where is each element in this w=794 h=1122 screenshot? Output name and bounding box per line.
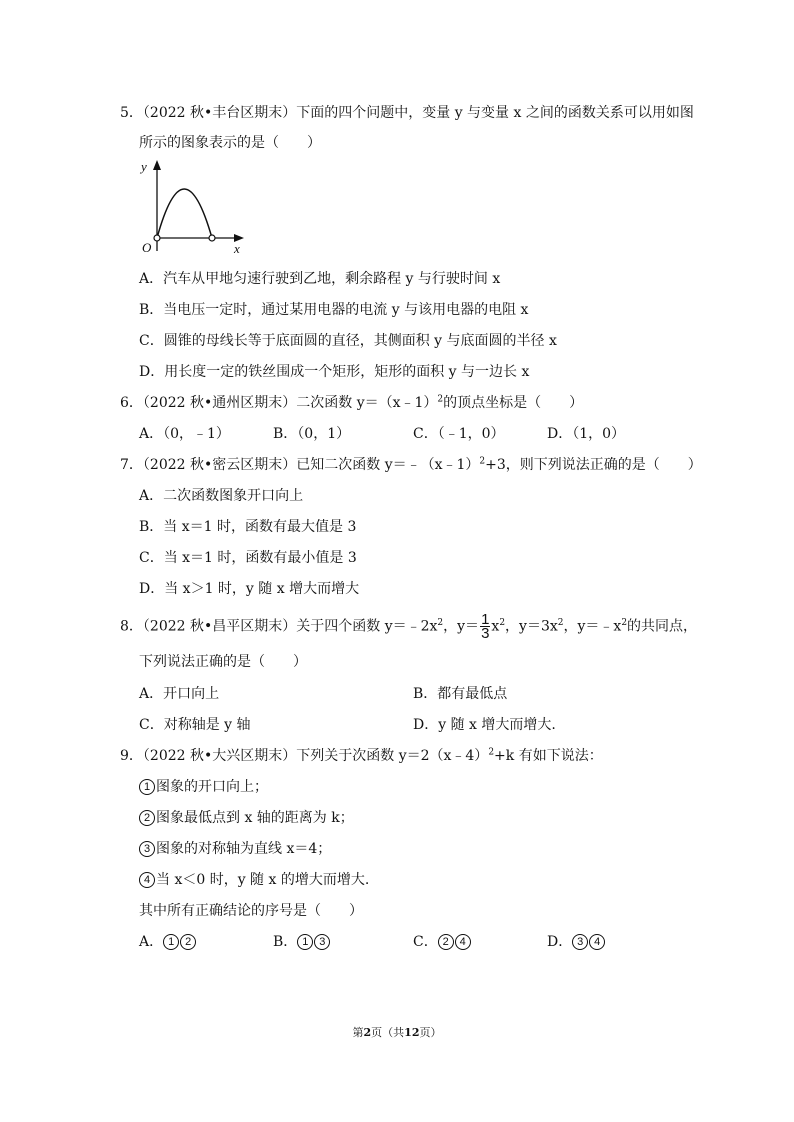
- q7-option-a: A．二次函数图象开口向上: [139, 488, 304, 504]
- page-footer: [0, 1025, 794, 1041]
- footer-pre: 第: [352, 1026, 364, 1039]
- q9-option-b-letter: B．: [273, 934, 298, 950]
- q7-option-c: C．当 x＝1 时，函数有最小值是 3: [139, 550, 357, 566]
- graph-y-label: y: [141, 159, 147, 174]
- q9-option-a-first: 1: [163, 934, 179, 950]
- q8-sep3: ，y＝﹣x: [563, 618, 622, 635]
- q8-option-b: B．都有最低点: [413, 686, 508, 702]
- q9-statement-4-text: 当 x＜0 时，y 随 x 的增大而增大.: [156, 872, 370, 888]
- q9-prompt: 其中所有正确结论的序号是（ ）: [139, 903, 363, 919]
- q7-stem-exponent: 2: [479, 456, 486, 467]
- q9-statement-3: [139, 839, 331, 859]
- q8-sep2: ，y＝3x: [505, 618, 558, 635]
- q7-stem-suffix: +3，则下列说法正确的是（ ）: [485, 457, 702, 473]
- q9-statement-1: [139, 777, 268, 797]
- q8-fraction: [480, 613, 490, 640]
- x-intercept-open-point: [209, 235, 215, 241]
- q9-statement-3-number: 3: [139, 841, 155, 857]
- q7-option-d: D．当 x＞1 时，y 随 x 增大而增大: [139, 581, 360, 597]
- q5-function-graph: [138, 156, 248, 256]
- q9-statement-4: [139, 870, 369, 890]
- q9-statement-3-text: 图象的对称轴为直线 x＝4；: [156, 841, 332, 857]
- q8-part2: x: [491, 618, 500, 635]
- q7-option-b: B．当 x＝1 时，函数有最大值是 3: [139, 519, 357, 535]
- parabola-curve: [157, 189, 212, 238]
- footer-post: 页）: [419, 1026, 442, 1039]
- q8-fraction-denominator: 3: [481, 625, 490, 642]
- q9-statement-2-text: 图象最低点到 x 轴的距离为 k；: [156, 810, 354, 826]
- q5-option-c: C．圆锥的母线长等于底面圆的直径，其侧面积 y 与底面圆的半径 x: [139, 333, 557, 349]
- q9-option-d-letter: D．: [547, 934, 573, 950]
- q9-option-d: [547, 932, 606, 952]
- q9-stem-suffix: +k 有如下说法：: [494, 748, 603, 764]
- q7-stem: [120, 455, 702, 475]
- q9-option-a: [139, 932, 197, 952]
- q9-option-b: [273, 932, 331, 952]
- q8-fraction-numerator: 1: [481, 611, 490, 628]
- q6-stem-exponent: 2: [437, 394, 444, 405]
- q9-statement-2-number: 2: [139, 810, 155, 826]
- q9-statement-2: [139, 808, 354, 828]
- q9-option-b-second: 3: [314, 934, 330, 950]
- q9-option-d-first: 3: [572, 934, 588, 950]
- q8-exponent-1: 2: [437, 617, 444, 628]
- q9-statement-1-text: 图象的开口向上；: [156, 779, 268, 795]
- q8-exponent-4: 2: [621, 617, 628, 628]
- q8-stem-line1: [120, 613, 697, 640]
- q8-option-c: C．对称轴是 y 轴: [139, 717, 251, 733]
- q8-stem-line2: 下列说法正确的是（ ）: [139, 654, 307, 670]
- q9-option-c: [413, 932, 472, 952]
- q9-option-c-first: 2: [438, 934, 454, 950]
- q9-statement-4-number: 4: [139, 872, 155, 888]
- q8-option-a: A．开口向上: [139, 686, 220, 702]
- q8-tail: 的共同点，: [627, 618, 698, 635]
- graph-origin-label: O: [142, 240, 152, 255]
- q9-stem: [120, 746, 603, 766]
- q8-option-d: D．y 随 x 增大而增大.: [413, 717, 556, 733]
- q9-stem-exponent: 2: [488, 747, 495, 758]
- footer-total-pages: 12: [404, 1026, 420, 1039]
- q9-option-a-second: 2: [180, 934, 196, 950]
- q8-exponent-2: 2: [499, 617, 506, 628]
- q9-option-c-letter: C．: [413, 934, 438, 950]
- q6-option-a: A．（0，﹣1）: [139, 426, 230, 442]
- q5-option-b: B．当电压一定时，通过某用电器的电流 y 与该用电器的电阻 x: [139, 302, 529, 318]
- q6-stem-suffix: 的顶点坐标是（ ）: [443, 395, 584, 411]
- q6-option-c: C．（﹣1，0）: [413, 426, 505, 442]
- q9-option-c-second: 4: [455, 934, 471, 950]
- graph-x-label: x: [234, 241, 240, 256]
- q8-stem-part1: 8．（2022 秋•昌平区期末）关于四个函数 y＝﹣2x: [120, 618, 438, 635]
- q9-option-a-letter: A．: [139, 934, 164, 950]
- q9-stem-prefix: 9．（2022 秋•大兴区期末）下列关于次函数 y＝2（x﹣4）: [120, 748, 489, 764]
- q7-stem-prefix: 7．（2022 秋•密云区期末）已知二次函数 y＝﹣（x﹣1）: [120, 457, 480, 473]
- q8-exponent-3: 2: [557, 617, 564, 628]
- q9-statement-1-number: 1: [139, 779, 155, 795]
- q9-option-b-first: 1: [297, 934, 313, 950]
- footer-mid: 页（共: [371, 1026, 405, 1039]
- q5-option-d: D．用长度一定的铁丝围成一个矩形，矩形的面积 y 与一边长 x: [139, 364, 530, 380]
- origin-open-point: [154, 235, 160, 241]
- q6-stem-prefix: 6．（2022 秋•通州区期末）二次函数 y＝（x﹣1）: [120, 395, 438, 411]
- q6-stem: [120, 393, 583, 413]
- q9-option-d-second: 4: [589, 934, 605, 950]
- q8-sep1: ，y＝: [443, 618, 480, 635]
- footer-page-number: 2: [363, 1026, 372, 1039]
- q6-option-d: D．（1，0）: [547, 426, 626, 442]
- y-axis-arrow: [153, 160, 161, 170]
- q5-option-a: A．汽车从甲地匀速行驶到乙地，剩余路程 y 与行驶时间 x: [139, 271, 501, 287]
- q5-stem-line1: 5．（2022 秋•丰台区期末）下面的四个问题中，变量 y 与变量 x 之间的函数关系可以用如图: [120, 105, 694, 121]
- q6-option-b: B．（0，1）: [273, 426, 351, 442]
- q5-stem-line2: 所示的图象表示的是（ ）: [139, 135, 321, 151]
